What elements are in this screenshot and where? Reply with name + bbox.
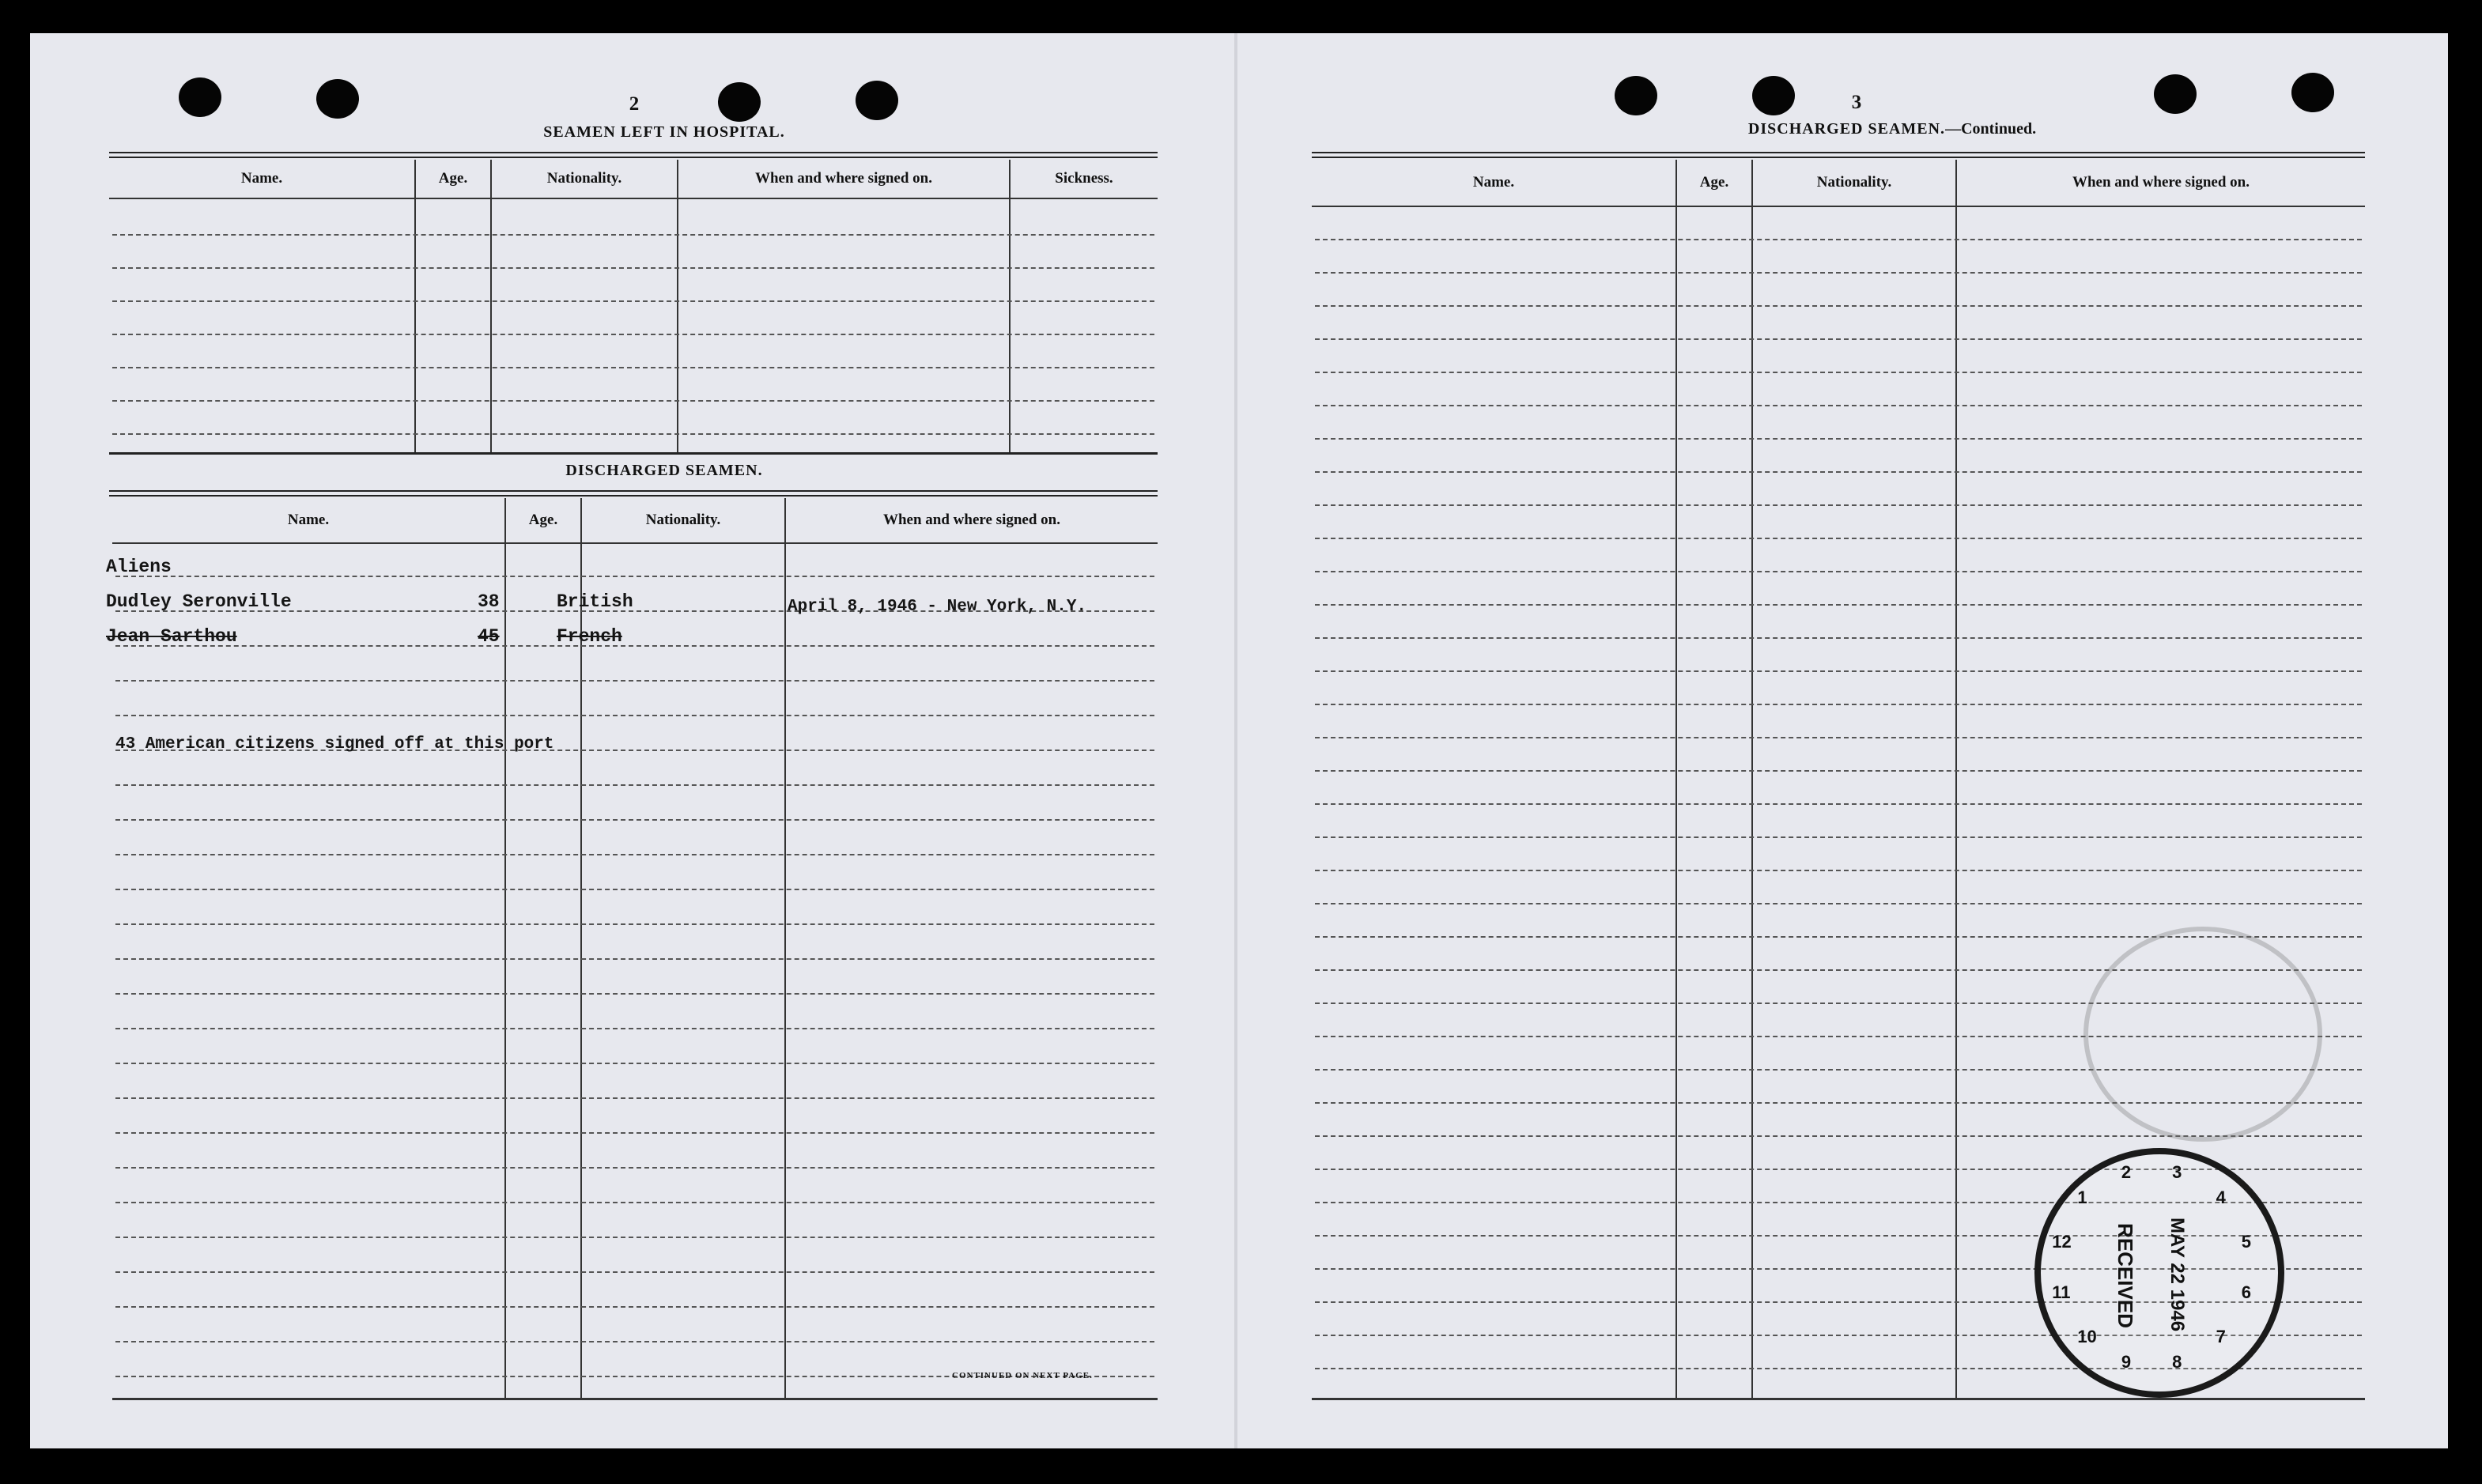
entry-name-struck: Jean Sarthou [106, 626, 237, 647]
column-divider [677, 160, 678, 452]
dial-number: 12 [2052, 1231, 2072, 1252]
entry-line [1315, 836, 2362, 838]
dial-number: 9 [2121, 1351, 2132, 1372]
page-number: 2 [629, 93, 640, 115]
entry-name: Dudley Seronville [106, 591, 292, 612]
american-citizens-note: 43 American citizens signed off at this port [115, 735, 554, 753]
column-divider [784, 498, 786, 1399]
entry-line [1315, 438, 2362, 440]
entry-line [1315, 305, 2362, 307]
entry-line [112, 433, 1154, 435]
entry-line [115, 1202, 1154, 1203]
column-divider [1675, 160, 1677, 1399]
entry-line [115, 645, 1154, 647]
column-header-nationality: Nationality. [645, 512, 721, 528]
entry-line [115, 958, 1154, 960]
section-rule [1312, 152, 2365, 158]
hospital-section-title: SEAMEN LEFT IN HOSPITAL. [543, 123, 785, 141]
discharged-section-title: DISCHARGED SEAMEN. [565, 462, 763, 479]
header-rule [1312, 206, 2365, 207]
bottom-rule [1312, 1398, 2365, 1400]
column-header-age: Age. [1699, 174, 1729, 191]
column-header-name: Name. [240, 170, 283, 187]
entry-line [112, 400, 1154, 402]
entry-line [1315, 239, 2362, 240]
page-number: 3 [1851, 92, 1862, 113]
entry-line [115, 1167, 1154, 1169]
bottom-rule [112, 1398, 1158, 1400]
title-suffix: —Continued. [1945, 120, 2037, 138]
entry-line [115, 889, 1154, 890]
dial-number: 10 [2077, 1326, 2097, 1346]
column-header-signed-on: When and where signed on. [882, 512, 1060, 528]
entry-line [1315, 504, 2362, 506]
document-sheet [30, 33, 2448, 1448]
entry-line [115, 1237, 1154, 1238]
entry-line [1315, 770, 2362, 772]
discharged-table [112, 498, 1158, 1399]
dial-number: 8 [2172, 1351, 2182, 1372]
entry-line [1315, 803, 2362, 805]
faint-circular-stamp [2083, 927, 2322, 1142]
column-header-age: Age. [438, 170, 468, 187]
dial-number: 2 [2121, 1162, 2132, 1183]
column-header-name: Name. [287, 512, 330, 528]
column-divider [1009, 160, 1011, 452]
entry-line [1315, 870, 2362, 871]
entry-line [1315, 604, 2362, 606]
left-page [30, 33, 1236, 1448]
entry-line [1315, 704, 2362, 705]
title-text: DISCHARGED SEAMEN. [1747, 120, 1946, 138]
stamp-date: MAY 22 1946 [2167, 1217, 2189, 1332]
dial-number: 5 [2241, 1231, 2252, 1252]
entry-line [115, 1341, 1154, 1342]
entry-line [1315, 471, 2362, 473]
entry-line [115, 1097, 1154, 1099]
right-page [1236, 33, 2448, 1448]
column-header-age: Age. [528, 512, 558, 528]
discharged-continued-title [1631, 120, 2153, 138]
entry-line [115, 1132, 1154, 1134]
header-rule [112, 542, 1158, 544]
entry-line [115, 1028, 1154, 1029]
header-rule [109, 198, 1158, 199]
entry-line [112, 267, 1154, 269]
dial-number: 11 [2052, 1282, 2071, 1303]
received-date-stamp [2034, 1148, 2284, 1398]
entry-line [1315, 538, 2362, 539]
dial-number: 7 [2216, 1326, 2226, 1346]
dial-number: 1 [2077, 1188, 2087, 1208]
entry-line [112, 300, 1154, 302]
column-header-sickness: Sickness. [1055, 170, 1113, 187]
entry-line [112, 367, 1154, 368]
section-rule [109, 152, 1158, 158]
entry-line [1315, 571, 2362, 572]
entry-line [115, 576, 1154, 577]
column-header-nationality: Nationality. [1816, 174, 1892, 191]
aliens-heading: Aliens [106, 557, 172, 577]
column-divider [414, 160, 416, 452]
dial-number: 6 [2241, 1282, 2252, 1303]
entry-line [115, 923, 1154, 925]
entry-line [115, 784, 1154, 786]
column-divider [1751, 160, 1753, 1399]
entry-line [1315, 338, 2362, 340]
section-rule [109, 490, 1158, 497]
entry-line [1315, 903, 2362, 904]
section-rule [109, 452, 1158, 455]
entry-line [1315, 372, 2362, 373]
dial-number: 3 [2172, 1162, 2182, 1183]
entry-line [115, 715, 1154, 716]
entry-line [112, 334, 1154, 335]
entry-line [115, 1306, 1154, 1308]
entry-line [115, 993, 1154, 995]
stamp-received-word: RECEIVED [2113, 1223, 2137, 1328]
column-header-nationality: Nationality. [546, 170, 622, 187]
dial-number: 4 [2216, 1188, 2226, 1208]
column-header-signed-on: When and where signed on. [2072, 174, 2250, 191]
entry-line [115, 819, 1154, 821]
column-divider [1955, 160, 1957, 1399]
entry-line [115, 680, 1154, 682]
hospital-table [109, 160, 1158, 452]
entry-line [1315, 737, 2362, 738]
column-divider [490, 160, 492, 452]
entry-signed-on: April 8, 1946 - New York, N.Y. [788, 598, 1087, 616]
entry-line [115, 1063, 1154, 1064]
entry-line [1315, 272, 2362, 274]
continued-note: CONTINUED ON NEXT PAGE. [952, 1371, 1093, 1380]
entry-line [115, 1271, 1154, 1273]
entry-line [1315, 405, 2362, 406]
entry-nationality: British [557, 591, 633, 612]
column-header-signed-on: When and where signed on. [754, 170, 932, 187]
entry-line [112, 234, 1154, 236]
entry-nationality-struck: French [557, 626, 622, 647]
entry-line [115, 854, 1154, 855]
entry-line [1315, 670, 2362, 672]
column-divider [504, 498, 506, 1399]
entry-line [1315, 637, 2362, 639]
column-header-name: Name. [1472, 174, 1515, 191]
entry-age: 38 [478, 591, 500, 612]
entry-age-struck: 45 [478, 626, 500, 647]
